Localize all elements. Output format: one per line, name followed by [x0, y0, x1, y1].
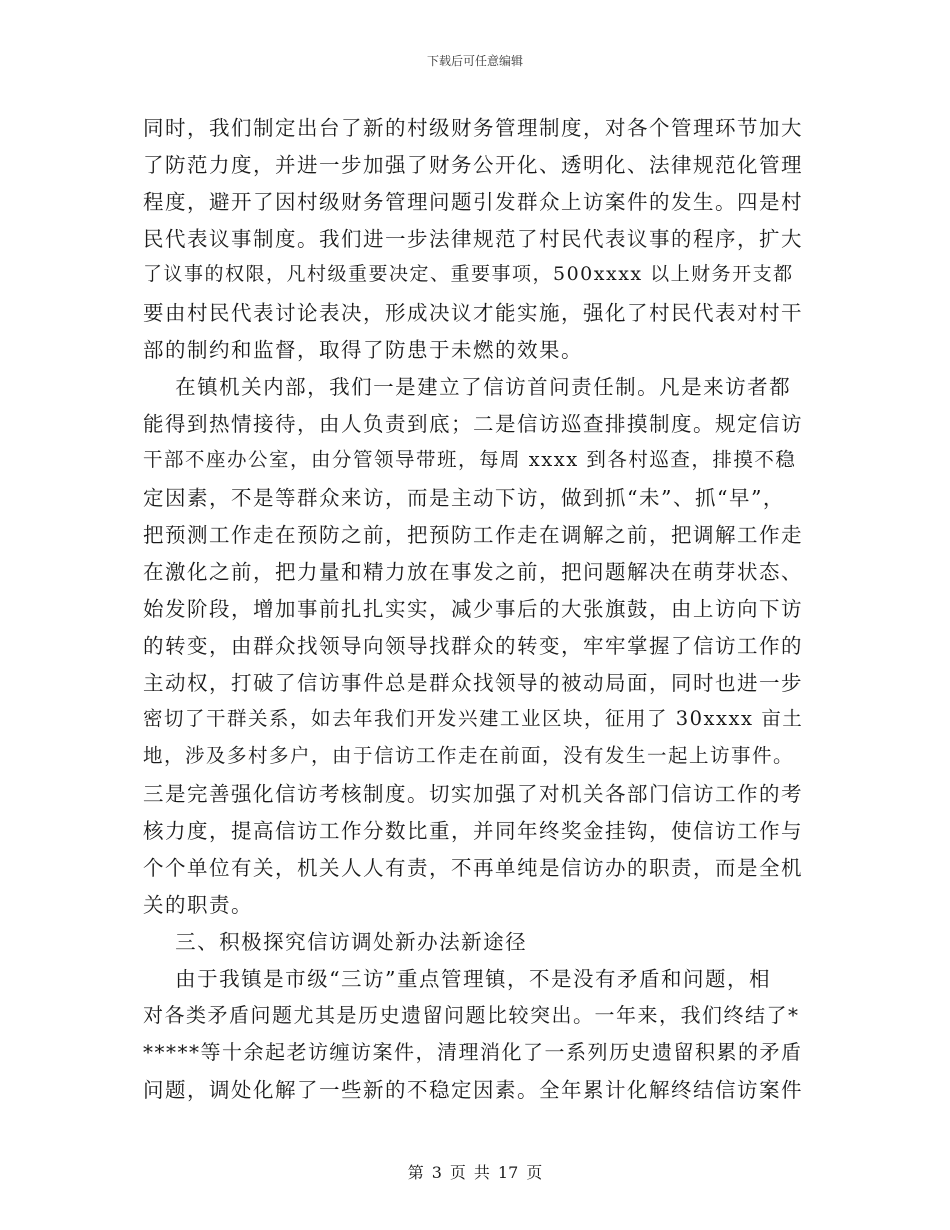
text-line: 要由村民代表讨论表决，形成决议才能实施，强化了村民代表对村干 [143, 301, 803, 325]
text-line: 了防范力度，并进一步加强了财务公开化、透明化、法律规范化管理 [143, 153, 803, 177]
text-line: 在镇机关内部，我们一是建立了信访首问责任制。凡是来访者都 [143, 375, 792, 399]
section-heading: 三、积极探究信访调处新办法新途径 [143, 930, 528, 954]
text-line: 始发阶段，增加事前扎扎实实，减少事后的大张旗鼓，由上访向下访 [143, 597, 803, 621]
text-line: 定因素，不是等群众来访，而是主动下访，做到抓“未”、抓“早”， [143, 486, 785, 510]
text-line: 同时，我们制定出台了新的村级财务管理制度，对各个管理环节加大 [143, 116, 803, 140]
text-line: 对各类矛盾问题尤其是历史遗留问题比较突出。一年来，我们终结了* [143, 1003, 800, 1027]
text-line: 核力度，提高信访工作分数比重，并同年终奖金挂钩，使信访工作与 [143, 819, 803, 843]
total-unit: 页 [526, 1163, 543, 1182]
text-line: 问题，调处化解了一些新的不稳定因素。全年累计化解终结信访案件 [143, 1078, 803, 1102]
text-line: 的转变，由群众找领导向领导找群众的转变，牢牢掌握了信访工作的 [143, 634, 803, 658]
text-line: 密切了干群关系，如去年我们开发兴建工业区块，征用了 30xxxx 亩土 [143, 707, 804, 730]
text-line: 程度，避开了因村级财务管理问题引发群众上访案件的发生。四是村 [143, 190, 803, 214]
text-line: 能得到热情接待，由人负责到底；二是信访巡查排摸制度。规定信访 [143, 412, 803, 436]
page-footer [0, 1160, 950, 1183]
page-unit: 页 [449, 1163, 466, 1182]
text-line: 民代表议事制度。我们进一步法律规范了村民代表议事的程序，扩大 [143, 227, 803, 251]
page-header: 下载后可任意编辑 [426, 54, 523, 68]
page-label: 第 [407, 1163, 424, 1182]
text-line: 由于我镇是市级“三访”重点管理镇，不是没有矛盾和问题，相 [143, 967, 772, 991]
text-line: *****等十余起老访缠访案件，清理消化了一系列历史遗留积累的矛盾 [143, 1040, 803, 1064]
text-line: 干部不座办公室，由分管领导带班，每周 xxxx 到各村巡查，排摸不稳 [143, 448, 797, 471]
text-line: 部的制约和监督，取得了防患于未燃的效果。 [143, 338, 583, 362]
text-line: 主动权，打破了信访事件总是群众找领导的被动局面，同时也进一步 [143, 671, 803, 695]
current-page-number: 3 [431, 1163, 442, 1182]
total-pages: 17 [497, 1163, 519, 1182]
text-line: 了议事的权限，凡村级重要决定、重要事项，500xxxx 以上财务开支都 [143, 263, 794, 285]
text-line: 地，涉及多村多户，由于信访工作走在前面，没有发生一起上访事件。 [143, 744, 795, 767]
text-line: 在激化之前，把力量和精力放在事发之前，把问题解决在萌芽状态、 [143, 560, 803, 584]
total-label: 共 [473, 1163, 490, 1182]
text-line: 把预测工作走在预防之前，把预防工作走在调解之前，把调解工作走 [143, 523, 803, 547]
text-line: 个个单位有关，机关人人有责，不再单纯是信访办的职责，而是全机 [143, 856, 803, 880]
text-line: 关的职责。 [143, 893, 253, 917]
text-line: 三是完善强化信访考核制度。切实加强了对机关各部门信访工作的考 [143, 782, 803, 806]
